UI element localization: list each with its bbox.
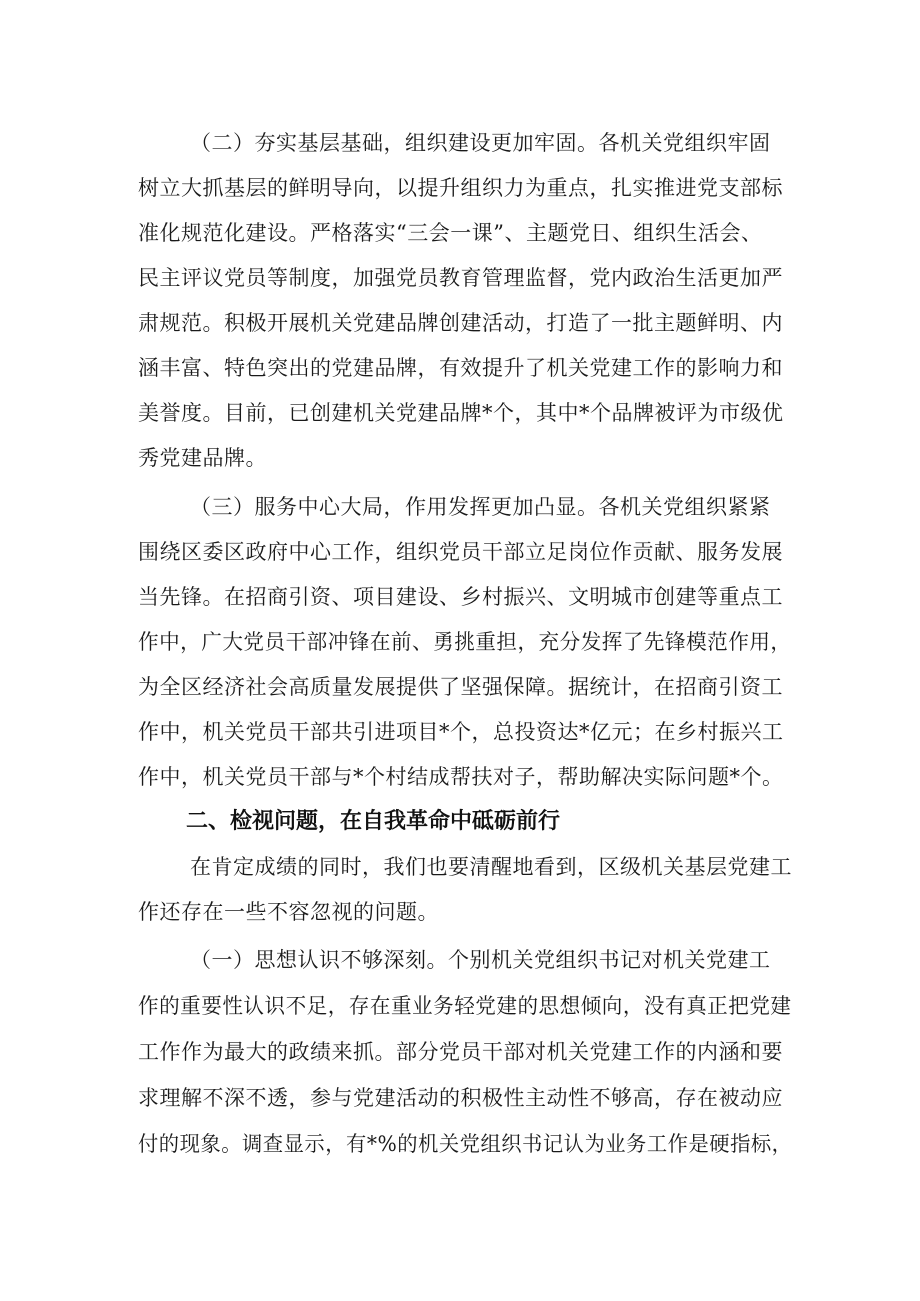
paragraph-line: 作中，机关党员干部共引进项目*个，总投资达*亿元；在乡村振兴工: [138, 720, 784, 744]
paragraph-line: 付的现象。调查显示，有*%的机关党组织书记认为业务工作是硬指标，: [138, 1132, 793, 1156]
paragraph-line: （二）夯实基层基础，组织建设更加牢固。各机关党组织牢固: [190, 131, 771, 155]
section-heading: 二、检视问题，在自我革命中砥砺前行: [186, 809, 561, 834]
paragraph-line: 工作作为最大的政绩来抓。部分党员干部对机关党建工作的内涵和要: [138, 1040, 783, 1064]
paragraph-line: 求理解不深不透，参与党建活动的积极性主动性不够高，存在被动应: [138, 1086, 783, 1110]
paragraph-line: 作的重要性认识不足，存在重业务轻党建的思想倾向，没有真正把党建: [138, 994, 792, 1018]
paragraph-line: 准化规范化建设。严格落实“三会一课”、主题党日、组织生活会、: [138, 221, 763, 245]
paragraph-line: 肃规范。积极开展机关党建品牌创建活动，打造了一批主题鲜明、内: [138, 311, 783, 335]
paragraph-line: 秀党建品牌。: [138, 446, 267, 470]
paragraph-line: 涵丰富、特色突出的党建品牌，有效提升了机关党建工作的影响力和: [138, 356, 783, 380]
paragraph-line: 美誉度。目前，已创建机关党建品牌*个，其中*个品牌被评为市级优: [138, 401, 784, 425]
paragraph-line: （三）服务中心大局，作用发挥更加凸显。各机关党组织紧紧: [190, 495, 771, 519]
paragraph-line: 民主评议党员等制度，加强党员教育管理监督，党内政治生活更加严: [138, 266, 783, 290]
paragraph-line: 作中，广大党员干部冲锋在前、勇挑重担，充分发挥了先锋模范作用，: [138, 630, 792, 654]
paragraph-line: 树立大抓基层的鲜明导向，以提升组织力为重点，扎实推进党支部标: [138, 176, 783, 200]
paragraph-line: 作还存在一些不容忽视的问题。: [138, 900, 439, 924]
paragraph-line: 围绕区委区政府中心工作，组织党员干部立足岗位作贡献、服务发展: [138, 540, 783, 564]
paragraph-line: 为全区经济社会高质量发展提供了坚强保障。据统计，在招商引资工: [138, 675, 783, 699]
paragraph-line: 当先锋。在招商引资、项目建设、乡村振兴、文明城市创建等重点工: [138, 585, 783, 609]
paragraph-line: 在肯定成绩的同时，我们也要清醒地看到，区级机关基层党建工: [190, 855, 792, 879]
paragraph-line: （一）思想认识不够深刻。个别机关党组织书记对机关党建工: [190, 948, 771, 972]
paragraph-line: 作中，机关党员干部与*个村结成帮扶对子，帮助解决实际问题*个。: [138, 765, 784, 789]
